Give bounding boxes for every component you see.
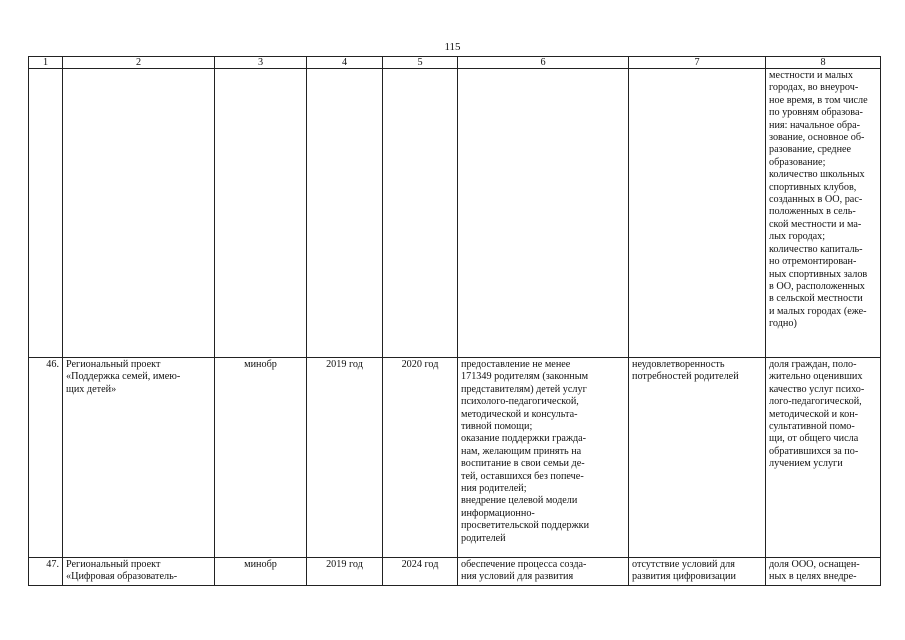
expected-result-cell: обеспечение процесса созда- ния условий для развития [458, 558, 629, 586]
table-row-continuation [29, 69, 881, 358]
cell-empty [215, 69, 307, 358]
start-year-cell: 2019 год [307, 358, 383, 558]
end-year-cell: 2024 год [383, 558, 458, 586]
indicator-cell: доля ООО, оснащен- ных в целях внедре- [766, 558, 881, 586]
project-name-cell: Региональный проект «Поддержка семей, имею- щих детей» [63, 358, 215, 558]
expected-result-cell: предоставление не менее 171349 родителям (законным представителям) детей услуг психолого-педагогической, методической и консульта- тивной помощи; оказание поддержки гражда- нам, желающим принять на воспитание в свои семьи де- тей, оставшихся без попече- ния родителей; внедрение целевой модели информационно- просветительской поддержки родителей [458, 358, 629, 558]
consequence-cell: отсутствие условий для развития цифровизации [629, 558, 766, 586]
cell-empty [383, 69, 458, 358]
column-header-1: 1 [29, 57, 63, 69]
cell-empty [63, 69, 215, 358]
executor-cell: минобр [215, 358, 307, 558]
column-header-7: 7 [629, 57, 766, 69]
page-number: 115 [444, 41, 461, 53]
indicator-cell: доля граждан, поло- жительно оценивших качество услуг психо- лого-педагогической, методической и кон- сультативной помо- щи, от общего числа обратившихся за по- лучением услуги [766, 358, 881, 558]
row-number-cell: 47. [29, 558, 63, 586]
column-header-2: 2 [63, 57, 215, 69]
document-table [28, 56, 881, 586]
column-number-header-row [29, 57, 881, 69]
end-year-cell: 2020 год [383, 358, 458, 558]
indicator-cell: местности и малых городах, во внеуроч- ное время, в том числе по уровням образова- ния: начальное обра- зование, основное об- разование, среднее образование; количество школьных спортивных клубов, созданных в ОО, рас- положенных в сель- ской местности и ма- лых городах; количество капиталь- но отремонтирован- ных спортивных залов в ОО, расположенных в сельской местности и малых городах (еже- годно) [766, 69, 881, 358]
column-header-8: 8 [766, 57, 881, 69]
cell-empty [29, 69, 63, 358]
start-year-cell: 2019 год [307, 558, 383, 586]
column-header-6: 6 [458, 57, 629, 69]
column-header-5: 5 [383, 57, 458, 69]
table-row [29, 358, 881, 558]
executor-cell: минобр [215, 558, 307, 586]
consequence-cell: неудовлетворенность потребностей родителей [629, 358, 766, 558]
cell-empty [629, 69, 766, 358]
column-header-3: 3 [215, 57, 307, 69]
project-name-cell: Региональный проект «Цифровая образователь- [63, 558, 215, 586]
cell-empty [307, 69, 383, 358]
column-header-4: 4 [307, 57, 383, 69]
row-number-cell: 46. [29, 358, 63, 558]
cell-empty [458, 69, 629, 358]
table-row [29, 558, 881, 586]
